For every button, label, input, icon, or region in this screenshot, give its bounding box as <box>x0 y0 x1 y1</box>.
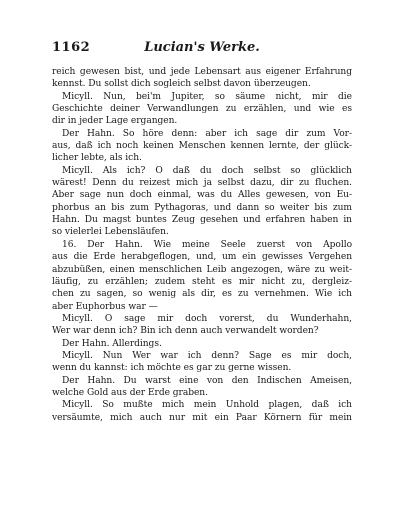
text-line: phorbus an bis zum Pythagoras, und dann so weiter bis zum <box>52 202 352 213</box>
text-line: aus, daß ich noch keinen Menschen kennen lernte, der glück- <box>52 141 352 152</box>
text-line: wärest! Denn du reizest mich ja selbst dazu, dir zu fluchen. <box>52 178 352 189</box>
body-text <box>52 66 352 424</box>
text-line: läufig, zu erzählen; zudem steht es mir nicht zu, dergleiz- <box>52 276 352 287</box>
text-line: welche Gold aus der Erde graben. <box>52 387 208 398</box>
running-title: Lucian's Werke. <box>144 40 260 55</box>
text-line: Der Hahn. Allerdings. <box>62 338 162 349</box>
text-line: Geschichte deiner Verwandlungen zu erzählen, und wie es <box>52 104 352 115</box>
text-line: Aber sage nun doch einmal, was du Alles gewesen, von Eu- <box>52 190 352 201</box>
text-line: versäumte, mich auch nur mit ein Paar Körnern für mein <box>52 412 352 423</box>
text-line: aus die Erde herabgeflogen, und, um ein gewisses Vergehen <box>52 252 352 263</box>
text-line: abzubüßen, einen menschlichen Leib angezogen, wäre zu weit- <box>52 264 352 275</box>
text-line: Micyll. Nun, bei'm Jupiter, so säume nicht, mir die <box>62 91 352 102</box>
text-line: aber Euphorbus war — <box>52 301 158 312</box>
text-line: reich gewesen bist, und jede Lebensart aus eigener Erfahrung <box>52 67 352 77</box>
text-line: 16. Der Hahn. Wie meine Seele zuerst von Apollo <box>62 239 352 250</box>
text-line: so vielerlei Lebensläufen. <box>52 227 169 238</box>
page-number: 1162 <box>52 40 91 55</box>
text-line: Micyll. Als ich? O daß du doch selbst so glücklich <box>62 165 352 176</box>
text-line: wenn du kannst: ich möchte es gar zu gerne wissen. <box>52 363 292 374</box>
text-line: Micyll. Nun Wer war ich denn? Sage es mir doch, <box>62 350 352 361</box>
text-line: Micyll. So mußte mich mein Unhold plagen, daß ich <box>62 400 352 411</box>
text-line: chen zu sagen, so wenig als dir, es zu vernehmen. Wie ich <box>52 289 352 300</box>
text-line: Micyll. O sage mir doch vorerst, du Wunderhahn, <box>62 313 352 324</box>
page-header <box>52 40 352 60</box>
text-line: licher lebte, als ich. <box>52 153 142 164</box>
text-line: Der Hahn. So höre denn: aber ich sage dir zum Vor- <box>62 128 352 139</box>
text-line: Hahn. Du magst buntes Zeug gesehen und erfahren haben in <box>52 215 352 226</box>
text-line: Wer war denn ich? Bin ich denn auch verwandelt worden? <box>52 326 319 337</box>
text-line: dir in jeder Lage ergangen. <box>52 116 178 127</box>
book-page <box>52 40 352 424</box>
text-line: kennst. Du sollst dich sogleich selbst davon überzeugen. <box>52 79 311 90</box>
text-line: Der Hahn. Du warst eine von den Indischen Ameisen, <box>62 375 352 386</box>
